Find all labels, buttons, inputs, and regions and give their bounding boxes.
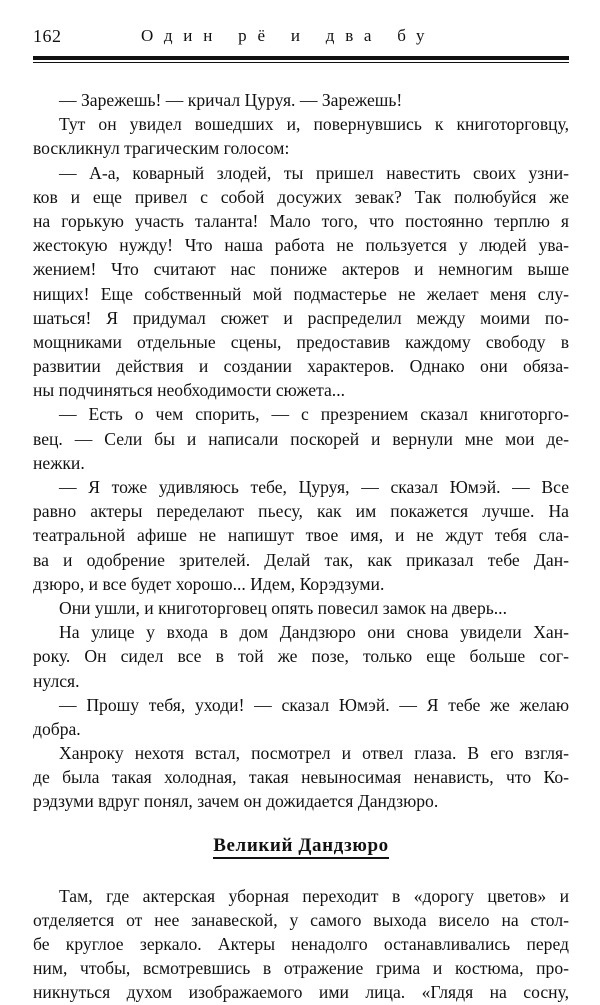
text-line: развитии действия и создании характеров. Однако они обяза- — [33, 356, 569, 377]
text-line: равно актеры переделают пьесу, как им покажется лучше. На — [33, 501, 569, 522]
text-line: жестокую нужду! Что наша работа не пользуется у людей ува- — [33, 235, 569, 256]
text-line: нищих! Еще собственный мой подмастерье не желает меня слу- — [33, 283, 569, 304]
text-line: жением! Что считают нас пониже актеров и немногим выше — [33, 259, 569, 280]
text-line: Они ушли, и книготорговец опять повесил замок на дверь... — [59, 597, 507, 618]
text-line: На улице у входа в дом Дандзюро они снова увидели Хан- — [59, 622, 569, 643]
text-line: року. Он сидел все в той же позе, только еще больше сог- — [33, 646, 569, 667]
section-spacer — [33, 861, 569, 884]
section-spacer — [33, 814, 569, 831]
running-head — [33, 22, 569, 52]
section-two-text — [33, 884, 569, 1005]
text-line: Там, где актерская уборная переходит в «дорогу цветов» и — [59, 885, 569, 906]
header-rule-thick — [33, 56, 569, 60]
text-line: на горькую участь таланта! Мало того, что постоянно терплю я — [33, 210, 569, 231]
text-line: воскликнул трагическим голосом: — [33, 138, 290, 159]
text-line: ков и еще привел с собой досужих зевак? Так полюбуйся же — [33, 186, 569, 207]
text-line: — Есть о чем спорить, — с презрением сказал книготорго- — [59, 404, 569, 425]
running-title: Один рё и два бу — [141, 26, 436, 45]
text-line: бе круглое зеркало. Актеры ненадолго останавливались перед — [33, 934, 569, 954]
page-number: 162 — [33, 26, 62, 46]
text-line: — А-а, коварный злодей, ты пришел навестить своих узни- — [59, 162, 569, 183]
text-line: добра. — [33, 718, 81, 739]
text-line: нежки. — [33, 452, 85, 473]
text-line: шаться! Я придумал сюжет и распределил между моими по- — [33, 307, 569, 328]
section-one-text — [33, 88, 569, 814]
text-line: ны подчиняться необходимости сюжета... — [33, 380, 345, 401]
text-line: де была такая холодная, такая невыносимая ненависть, что Ко- — [33, 767, 569, 788]
page-body — [33, 88, 569, 1005]
text-line: — Прошу тебя, уходи! — сказал Юмэй. — Я тебе же желаю — [59, 694, 569, 715]
text-line: — Я тоже удивляюсь тебе, Цуруя, — сказал Юмэй. — Все — [59, 477, 569, 497]
text-line: — Зарежешь! — кричал Цуруя. — Зарежешь! — [59, 90, 403, 110]
text-line: мощниками отдельные сцены, предоставив каждому свободу в — [33, 331, 569, 352]
section-heading-text: Великий Дандзюро — [213, 835, 389, 859]
text-line: нулся. — [33, 670, 80, 691]
text-line: театральной афише не напишут твое имя, и не ждут тебя сла- — [33, 525, 569, 546]
text-line: отделяется от нее занавеской, у самого выхода висело на стол- — [33, 909, 569, 930]
text-line: ним, чтобы, всмотревшись в отражение грима и костюма, про- — [33, 958, 569, 979]
book-page — [33, 22, 569, 1003]
header-rule-thin — [33, 62, 569, 63]
section-heading — [33, 831, 569, 861]
text-line: ва и одобрение зрителей. Делай так, как приказал тебе Дан- — [33, 549, 569, 570]
text-line: дзюро, и все будет хорошо... Идем, Корэдзуми. — [33, 573, 385, 594]
text-line: Ханроку нехотя встал, посмотрел и отвел глаза. В его взгля- — [59, 743, 569, 764]
text-line: никнуться духом изображаемого ими лица. «Глядя на сосну, — [33, 982, 569, 1003]
text-line: вец. — Сели бы и написали поскорей и вернули мне мои де- — [33, 428, 569, 449]
text-line: рэдзуми вдруг понял, зачем он дожидается Дандзюро. — [33, 791, 439, 812]
text-line: Тут он увидел вошедших и, повернувшись к книготорговцу, — [59, 114, 569, 135]
